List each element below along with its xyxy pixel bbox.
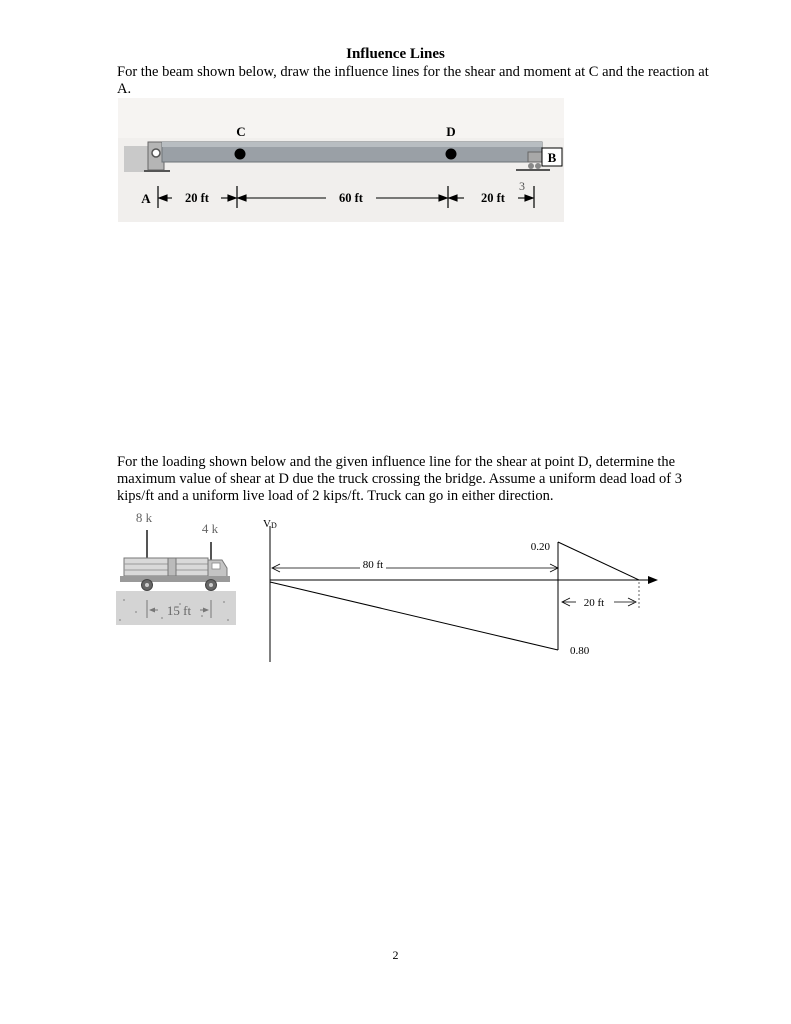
- label-c: C: [236, 124, 246, 139]
- influence-line-figure: [260, 512, 670, 664]
- dim-label-right: 20 ft: [481, 191, 505, 205]
- pin-a: [152, 149, 160, 157]
- truck-trailer: [124, 558, 208, 576]
- gravel: [119, 619, 121, 621]
- gravel: [201, 615, 203, 617]
- beam-figure: [118, 98, 564, 222]
- gravel: [161, 617, 163, 619]
- gravel: [123, 599, 125, 601]
- page-number: 2: [392, 948, 399, 962]
- label-b: B: [547, 150, 557, 165]
- gravel: [227, 619, 229, 621]
- problem-1-text: For the beam shown below, draw the influence lines for the shear and moment at C and the reaction at A.: [117, 64, 709, 97]
- point-d-dot: [446, 149, 457, 160]
- rear-hub: [145, 583, 149, 587]
- roller-b-2: [535, 163, 541, 169]
- front-load-label: 4 k: [201, 521, 219, 536]
- corner-mark: 3: [519, 179, 525, 193]
- dim-label-middle: 60 ft: [339, 191, 363, 205]
- problem-2-text: For the loading shown below and the given influence line for the shear at point D, determine the maximum value of shear at D due the truck crossing the bridge. Assume a uniform dead load of 3 kips/ft and a uniform live load of 2 kips/ft. Truck can go in either direction.: [117, 454, 682, 504]
- span-right-label: 20 ft: [583, 597, 605, 609]
- point-c-dot: [235, 149, 246, 160]
- front-hub: [209, 583, 213, 587]
- span-left-label: 80 ft: [362, 559, 384, 571]
- label-d: D: [446, 124, 456, 139]
- roller-b-1: [528, 163, 534, 169]
- gravel: [223, 601, 225, 603]
- cab-window: [212, 563, 220, 569]
- truck-figure: [114, 508, 238, 628]
- ground-left: [124, 146, 148, 172]
- axis-arrowhead: [648, 576, 658, 584]
- axis-label: VD: [263, 518, 277, 530]
- negative-peak-label: 0.80: [570, 645, 590, 657]
- rear-load-label: 8 k: [135, 510, 153, 525]
- figure-background-top: [118, 98, 564, 138]
- il-positive-line: [558, 542, 639, 580]
- page-title: Influence Lines: [346, 46, 445, 62]
- trailer-door: [168, 558, 176, 576]
- dim-label-left: 20 ft: [185, 191, 209, 205]
- il-negative-line: [270, 582, 558, 650]
- spacing-label: 15 ft: [166, 603, 192, 618]
- positive-peak-label: 0.20: [530, 541, 550, 553]
- beam-highlight: [162, 142, 542, 147]
- label-a: A: [141, 191, 151, 206]
- gravel: [135, 611, 137, 613]
